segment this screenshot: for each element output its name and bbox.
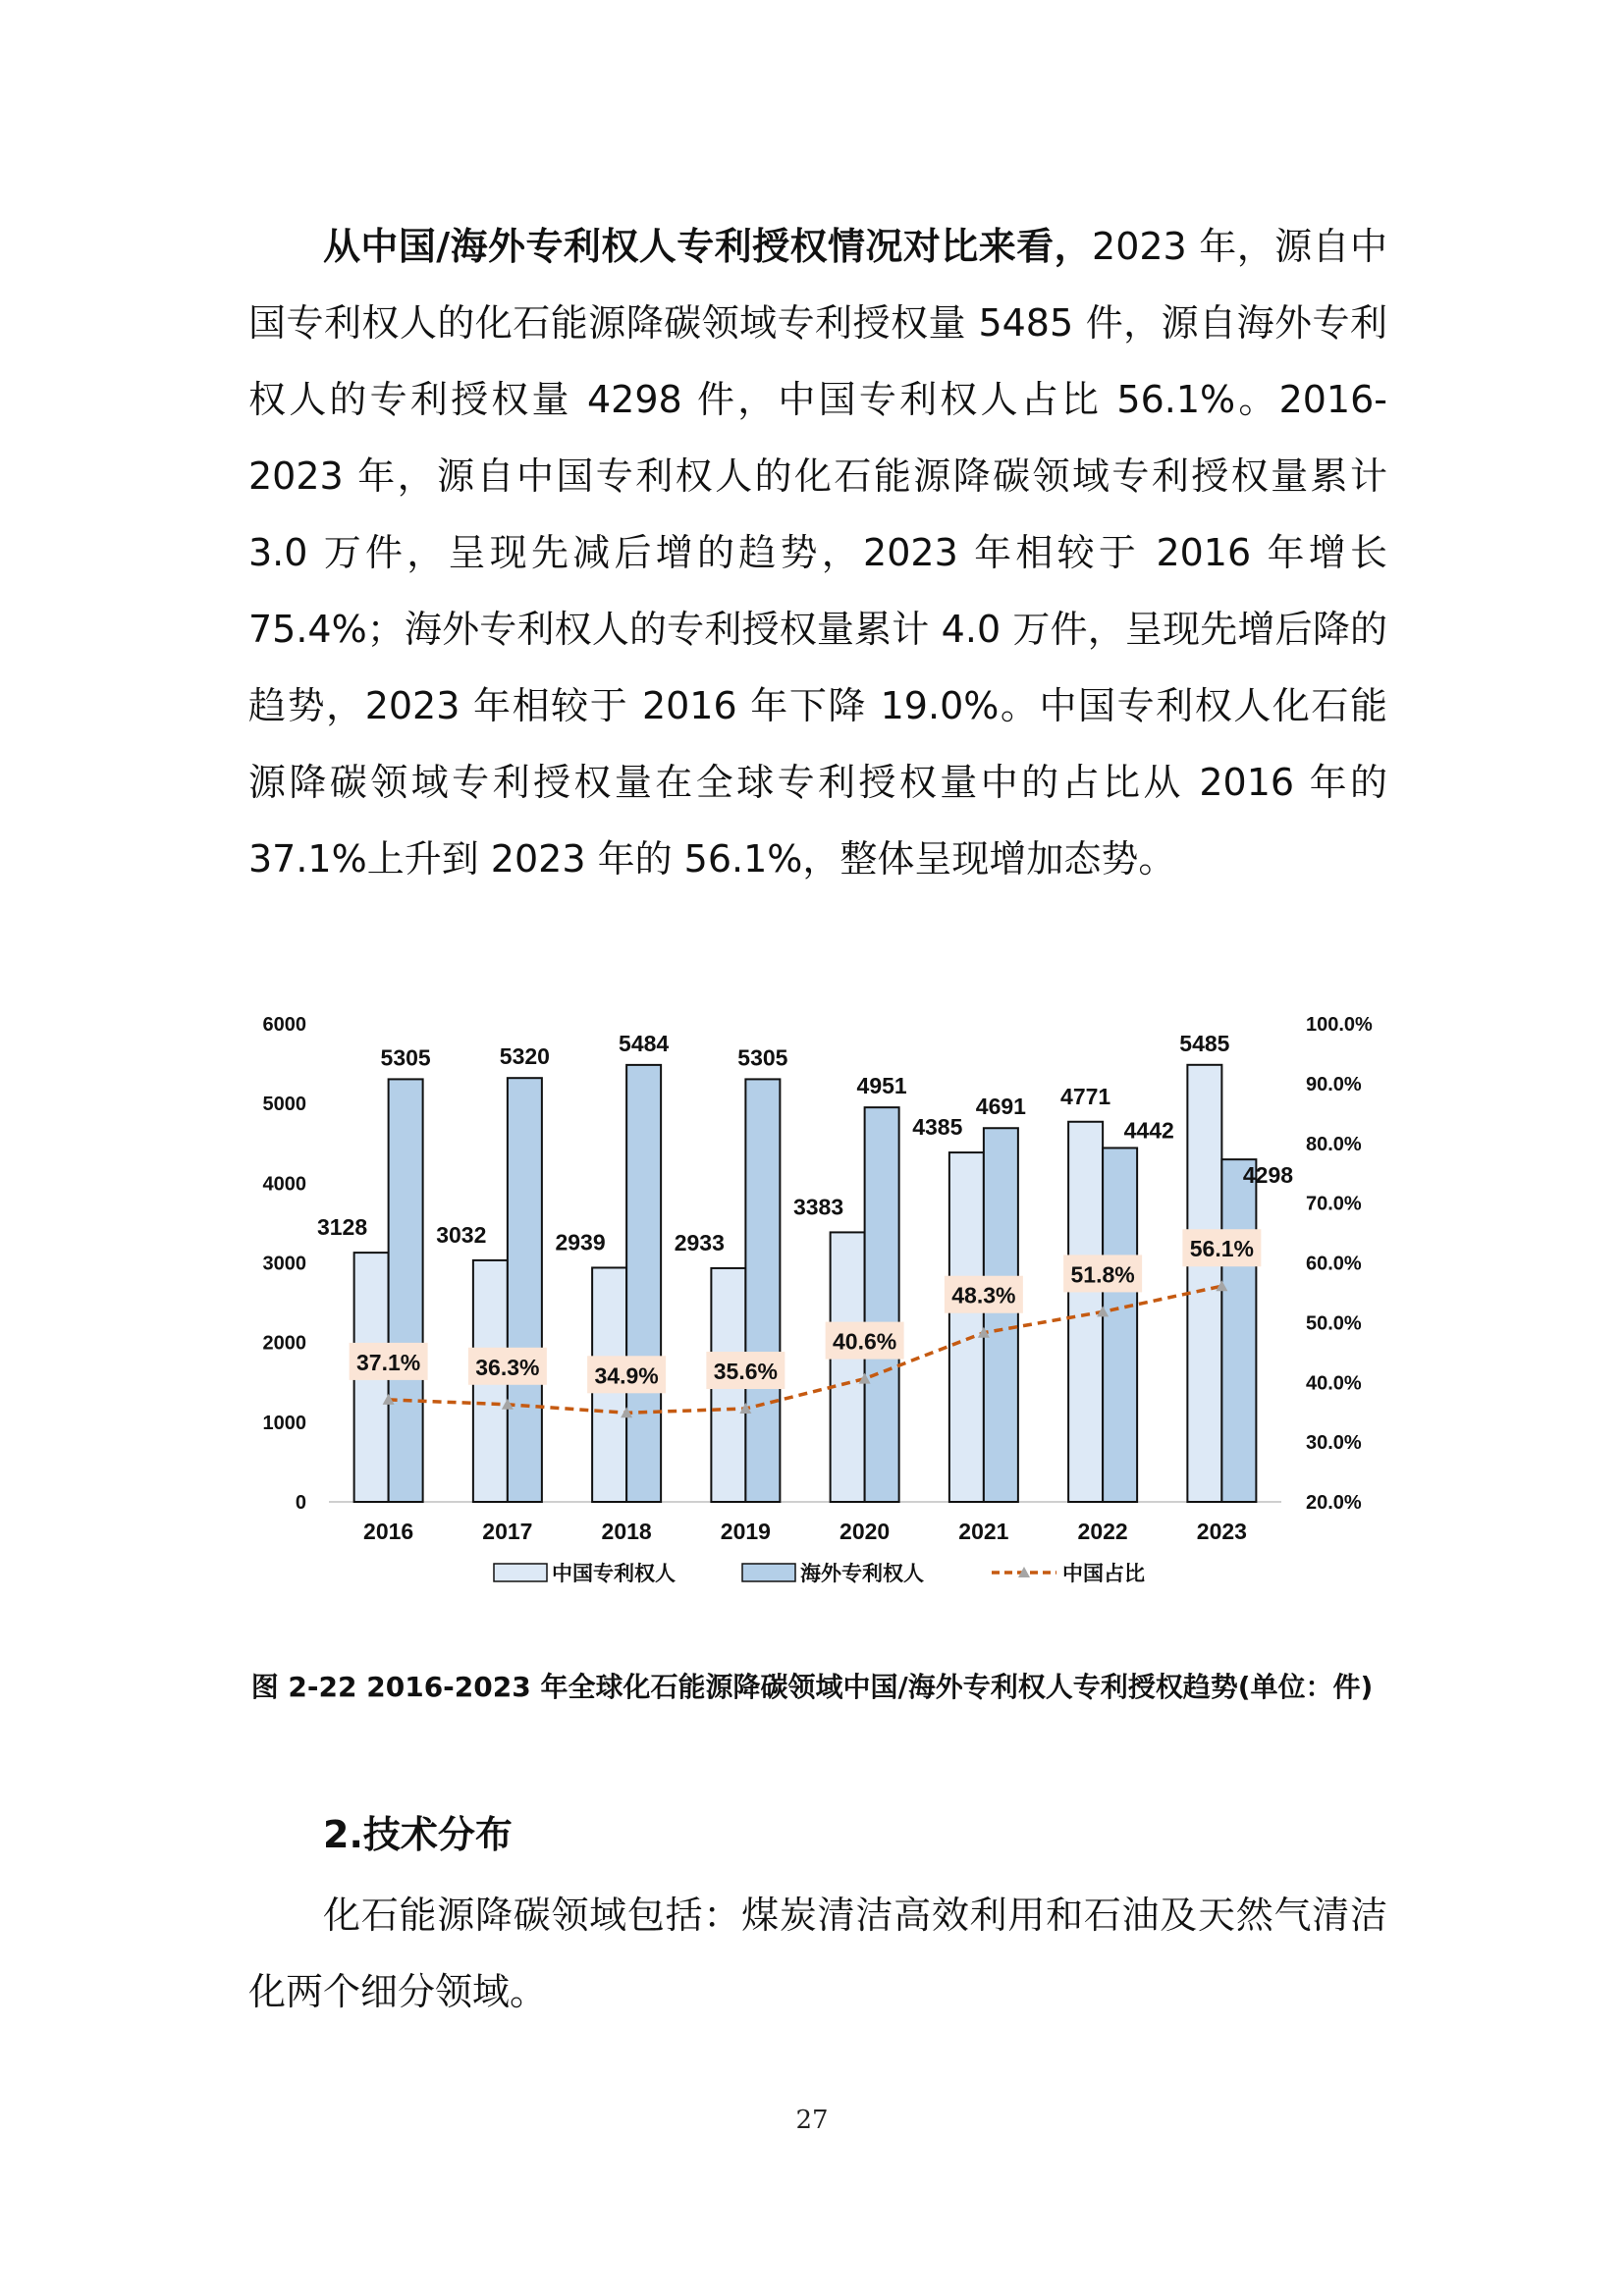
bar-value-label-china: 3032: [436, 1221, 487, 1248]
bar-value-label-china: 3383: [792, 1194, 844, 1220]
y-left-tick-label: 1000: [262, 1412, 306, 1434]
bar-value-label-overseas: 5484: [619, 1030, 670, 1056]
x-tick-label: 2018: [601, 1519, 652, 1544]
y-left-tick-label: 0: [295, 1492, 306, 1514]
x-tick-label: 2023: [1196, 1519, 1247, 1544]
y-right-tick-label: 70.0%: [1306, 1193, 1362, 1215]
section-heading: 2.技术分布: [323, 1813, 513, 1856]
y-right-tick-label: 100.0%: [1306, 1014, 1373, 1036]
y-right-tick-label: 40.0%: [1306, 1372, 1362, 1395]
legend-label-share: 中国占比: [1062, 1563, 1145, 1585]
y-right-tick-label: 20.0%: [1306, 1492, 1362, 1514]
bar-overseas: [508, 1078, 542, 1502]
x-tick-label: 2022: [1077, 1519, 1128, 1544]
y-left-tick-label: 3000: [262, 1253, 306, 1275]
y-right-tick-label: 80.0%: [1306, 1133, 1362, 1155]
bar-overseas: [745, 1079, 780, 1502]
y-right-tick-label: 60.0%: [1306, 1253, 1362, 1275]
y-right-tick-label: 30.0%: [1306, 1432, 1362, 1455]
y-left-tick-label: 5000: [262, 1094, 306, 1116]
bar-value-label-overseas: 4442: [1123, 1117, 1174, 1144]
bar-overseas: [1221, 1159, 1256, 1502]
bar-value-label-overseas: 5320: [499, 1043, 550, 1070]
intro-paragraph-lead: 从中国/海外专利权人专利授权情况对比来看，: [323, 225, 1093, 268]
figure-caption: 图 2-22 2016-2023 年全球化石能源降碳领域中国/海外专利权人专利授权趋势(单位：件): [250, 1671, 1374, 1703]
bar-overseas: [389, 1079, 423, 1502]
intro-paragraph-body: 2023 年，源自中国专利权人的化石能源降碳领域专利授权量 5485 件，源自海外专利权人的专利授权量 4298 件，中国专利权人占比 56.1%。2016-2023 年，源自中国专利权人的化石能源降碳领域专利授权量累计 3.0 万件，呈现先减后增的趋势，2023 年相较于 2016 年增长 75.4%；海外专利权人的专利授权量累计 4.0 万件，呈现先增后降的趋势，2023 年相较于 2016 年下降 19.0%。中国专利权人化石能源降碳领域专利授权量在全球专利授权量中的占比从 2016 年的 37.1%上升到 2023 年的 56.1%，整体呈现增加态势。: [248, 225, 1387, 881]
china-share-label: 51.8%: [1070, 1261, 1135, 1288]
bar-overseas: [626, 1065, 661, 1502]
bar-value-label-china: 3128: [316, 1214, 368, 1241]
x-tick-label: 2017: [482, 1519, 533, 1544]
china-share-label: 48.3%: [951, 1282, 1016, 1308]
bar-value-label-china: 2939: [555, 1229, 606, 1255]
intro-paragraph: [248, 208, 1387, 897]
x-tick-label: 2021: [958, 1519, 1009, 1544]
bar-overseas: [1103, 1148, 1137, 1502]
y-right-tick-label: 90.0%: [1306, 1073, 1362, 1095]
bar-value-label-china: 4771: [1060, 1083, 1111, 1109]
bar-overseas: [865, 1107, 899, 1502]
y-left-tick-label: 4000: [262, 1173, 306, 1196]
chart-data-labels: [317, 1031, 1293, 1393]
section-paragraph: 化石能源降碳领域包括：煤炭清洁高效利用和石油及天然气清洁化两个细分领域。: [248, 1894, 1387, 2013]
patent-trend-chart: [245, 991, 1404, 1620]
page-number: 27: [795, 2106, 829, 2135]
x-tick-label: 2019: [720, 1519, 771, 1544]
y-left-tick-label: 2000: [262, 1332, 306, 1355]
bar-china: [949, 1152, 984, 1502]
bar-value-label-overseas: 5305: [380, 1044, 431, 1071]
y-right-tick-label: 50.0%: [1306, 1312, 1362, 1335]
china-share-label: 34.9%: [594, 1362, 659, 1389]
chart-legend: [494, 1562, 1145, 1585]
bar-value-label-overseas: 4691: [975, 1094, 1026, 1120]
legend-swatch-overseas: [742, 1564, 795, 1581]
y-left-tick-label: 6000: [262, 1014, 306, 1036]
bar-value-label-china: 4385: [912, 1114, 963, 1141]
bar-value-label-overseas: 4951: [856, 1073, 907, 1099]
bar-overseas: [984, 1128, 1018, 1502]
china-share-label: 40.6%: [833, 1328, 897, 1355]
china-share-label: 56.1%: [1189, 1236, 1254, 1262]
bar-china: [1187, 1065, 1221, 1502]
china-share-label: 37.1%: [356, 1349, 421, 1375]
legend-swatch-china: [494, 1564, 547, 1581]
legend-label-china: 中国专利权人: [552, 1563, 676, 1585]
x-tick-label: 2020: [839, 1519, 891, 1544]
bar-value-label-overseas: 5305: [737, 1044, 788, 1071]
legend-label-overseas: 海外专利权人: [800, 1563, 924, 1585]
china-share-label: 36.3%: [475, 1354, 540, 1380]
bar-value-label-china: 2933: [674, 1229, 725, 1255]
china-share-label: 35.6%: [713, 1359, 778, 1385]
bar-china: [831, 1232, 865, 1502]
bar-value-label-china: 5485: [1179, 1030, 1230, 1056]
bar-value-label-overseas: 4298: [1242, 1162, 1294, 1189]
x-tick-label: 2016: [363, 1519, 414, 1544]
